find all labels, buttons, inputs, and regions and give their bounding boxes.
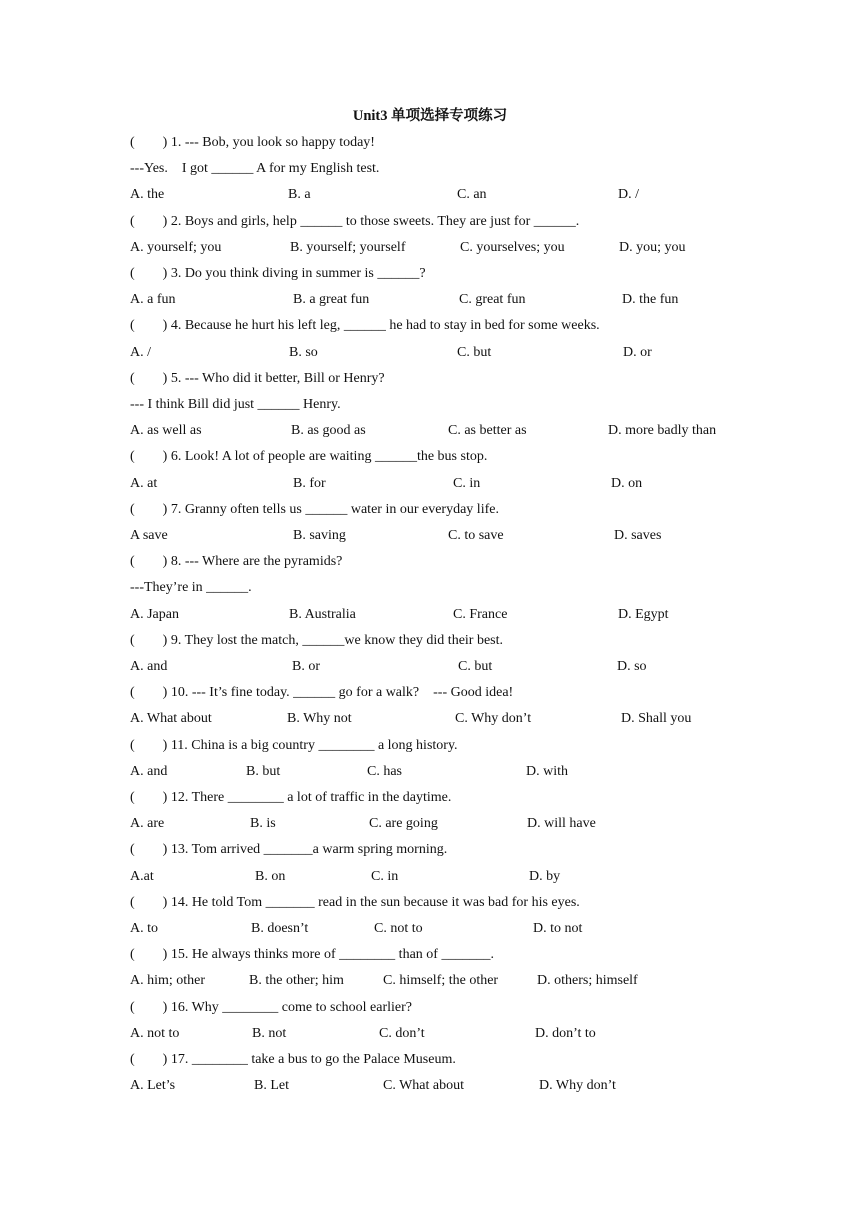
option-c: C. to save: [448, 528, 504, 543]
option-c: C. great fun: [459, 292, 526, 308]
option-c: C. not to: [374, 921, 423, 936]
option-b: B. or: [292, 659, 320, 674]
option-c: C. are going: [369, 816, 438, 832]
option-b: B. as good as: [291, 423, 366, 439]
option-d: D. will have: [527, 816, 596, 832]
option-d: D. don’t to: [535, 1025, 596, 1041]
option-c: C. himself; the other: [383, 973, 499, 989]
option-b: B. Why not: [287, 711, 352, 727]
option-a: A. yourself; you: [130, 239, 222, 255]
option-b: B. not: [252, 1025, 287, 1041]
option-b: B. a: [288, 187, 311, 203]
page-title: Unit3 单项选择专项练习: [352, 108, 508, 124]
option-a: A. to: [130, 921, 158, 936]
question-line: ( ) 6. Look! A lot of people are waiting ______the bus stop.: [130, 449, 488, 465]
option-d: D. by: [529, 868, 561, 884]
option-d: D. Egypt: [618, 606, 669, 622]
question-line: ( ) 12. There ________ a lot of traffic in the daytime.: [130, 790, 452, 805]
option-c: C. but: [457, 344, 492, 360]
option-d: D. /: [618, 187, 639, 203]
option-d: D. Why don’t: [539, 1078, 616, 1094]
option-a: A. What about: [130, 711, 212, 727]
option-d: D. the fun: [622, 292, 679, 308]
option-d: D. on: [611, 475, 643, 491]
option-b: B. but: [246, 763, 281, 779]
option-c: C. in: [453, 475, 481, 491]
option-b: B. Australia: [289, 606, 356, 622]
option-b: B. on: [255, 868, 286, 884]
question-line: ( ) 7. Granny often tells us ______ water in our everyday life.: [130, 501, 499, 517]
option-d: D. others; himself: [537, 973, 638, 989]
option-d: D. you; you: [619, 239, 686, 255]
option-c: C. an: [457, 187, 487, 203]
option-b: B. so: [289, 344, 318, 360]
option-d: D. or: [623, 344, 652, 360]
question-line: ( ) 16. Why ________ come to school earlier?: [130, 999, 413, 1015]
question-line: ( ) 10. --- It’s fine today. ______ go for a walk? --- Good idea!: [130, 685, 514, 701]
option-c: C. don’t: [379, 1025, 425, 1041]
dialogue-line: ---Yes. I got ______ A for my English test.: [130, 161, 380, 177]
option-a: A save: [130, 528, 168, 543]
option-d: D. so: [617, 659, 647, 674]
option-b: B. Let: [254, 1078, 289, 1094]
question-line: ( ) 3. Do you think diving in summer is ______?: [130, 266, 426, 281]
option-a: A. Japan: [130, 606, 179, 622]
option-b: B. yourself; yourself: [290, 239, 406, 255]
option-c: C. yourselves; you: [460, 239, 565, 255]
question-line: ( ) 5. --- Who did it better, Bill or Henry?: [130, 370, 385, 386]
option-d: D. to not: [533, 921, 583, 936]
option-a: A. are: [130, 816, 165, 832]
option-c: C. in: [371, 868, 399, 884]
question-line: ( ) 9. They lost the match, ______we know they did their best.: [130, 632, 504, 648]
option-a: A.at: [130, 868, 154, 884]
option-d: D. Shall you: [621, 711, 692, 727]
question-line: ( ) 15. He always thinks more of ________ than of _______.: [130, 947, 494, 963]
option-c: C. has: [367, 763, 402, 779]
option-a: A. and: [130, 659, 168, 674]
option-a: A. a fun: [130, 292, 176, 308]
option-b: B. for: [293, 475, 326, 491]
option-a: A. and: [130, 763, 168, 779]
option-c: C. but: [458, 659, 493, 674]
option-d: D. more badly than: [608, 423, 717, 439]
option-a: A. Let’s: [130, 1078, 176, 1094]
option-d: D. saves: [614, 528, 662, 543]
option-c: C. What about: [383, 1078, 465, 1094]
option-b: B. saving: [293, 528, 346, 543]
option-b: B. is: [250, 816, 276, 832]
option-a: A. as well as: [130, 423, 202, 439]
option-a: A. /: [130, 344, 151, 360]
question-line: ( ) 17. ________ take a bus to go the Palace Museum.: [130, 1052, 456, 1067]
dialogue-line: ---They’re in ______.: [130, 580, 252, 596]
option-b: B. doesn’t: [251, 921, 309, 936]
question-line: ( ) 2. Boys and girls, help ______ to those sweets. They are just for ______.: [130, 213, 580, 229]
option-a: A. him; other: [130, 973, 206, 989]
question-line: ( ) 13. Tom arrived _______a warm spring morning.: [130, 842, 448, 858]
option-a: A. the: [130, 187, 165, 203]
option-a: A. not to: [130, 1025, 180, 1041]
option-c: C. Why don’t: [455, 711, 532, 727]
dialogue-line: --- I think Bill did just ______ Henry.: [130, 397, 341, 412]
question-line: ( ) 11. China is a big country ________ a long history.: [130, 737, 458, 753]
option-b: B. the other; him: [249, 973, 344, 989]
option-b: B. a great fun: [293, 292, 370, 308]
question-line: ( ) 14. He told Tom _______ read in the sun because it was bad for his eyes.: [130, 894, 580, 910]
option-a: A. at: [130, 475, 158, 491]
option-d: D. with: [526, 763, 568, 779]
question-line: ( ) 4. Because he hurt his left leg, ______ he had to stay in bed for some weeks.: [130, 318, 600, 334]
question-line: ( ) 8. --- Where are the pyramids?: [130, 554, 343, 570]
option-c: C. France: [453, 606, 508, 622]
option-c: C. as better as: [448, 423, 527, 439]
question-line: ( ) 1. --- Bob, you look so happy today!: [130, 135, 375, 150]
